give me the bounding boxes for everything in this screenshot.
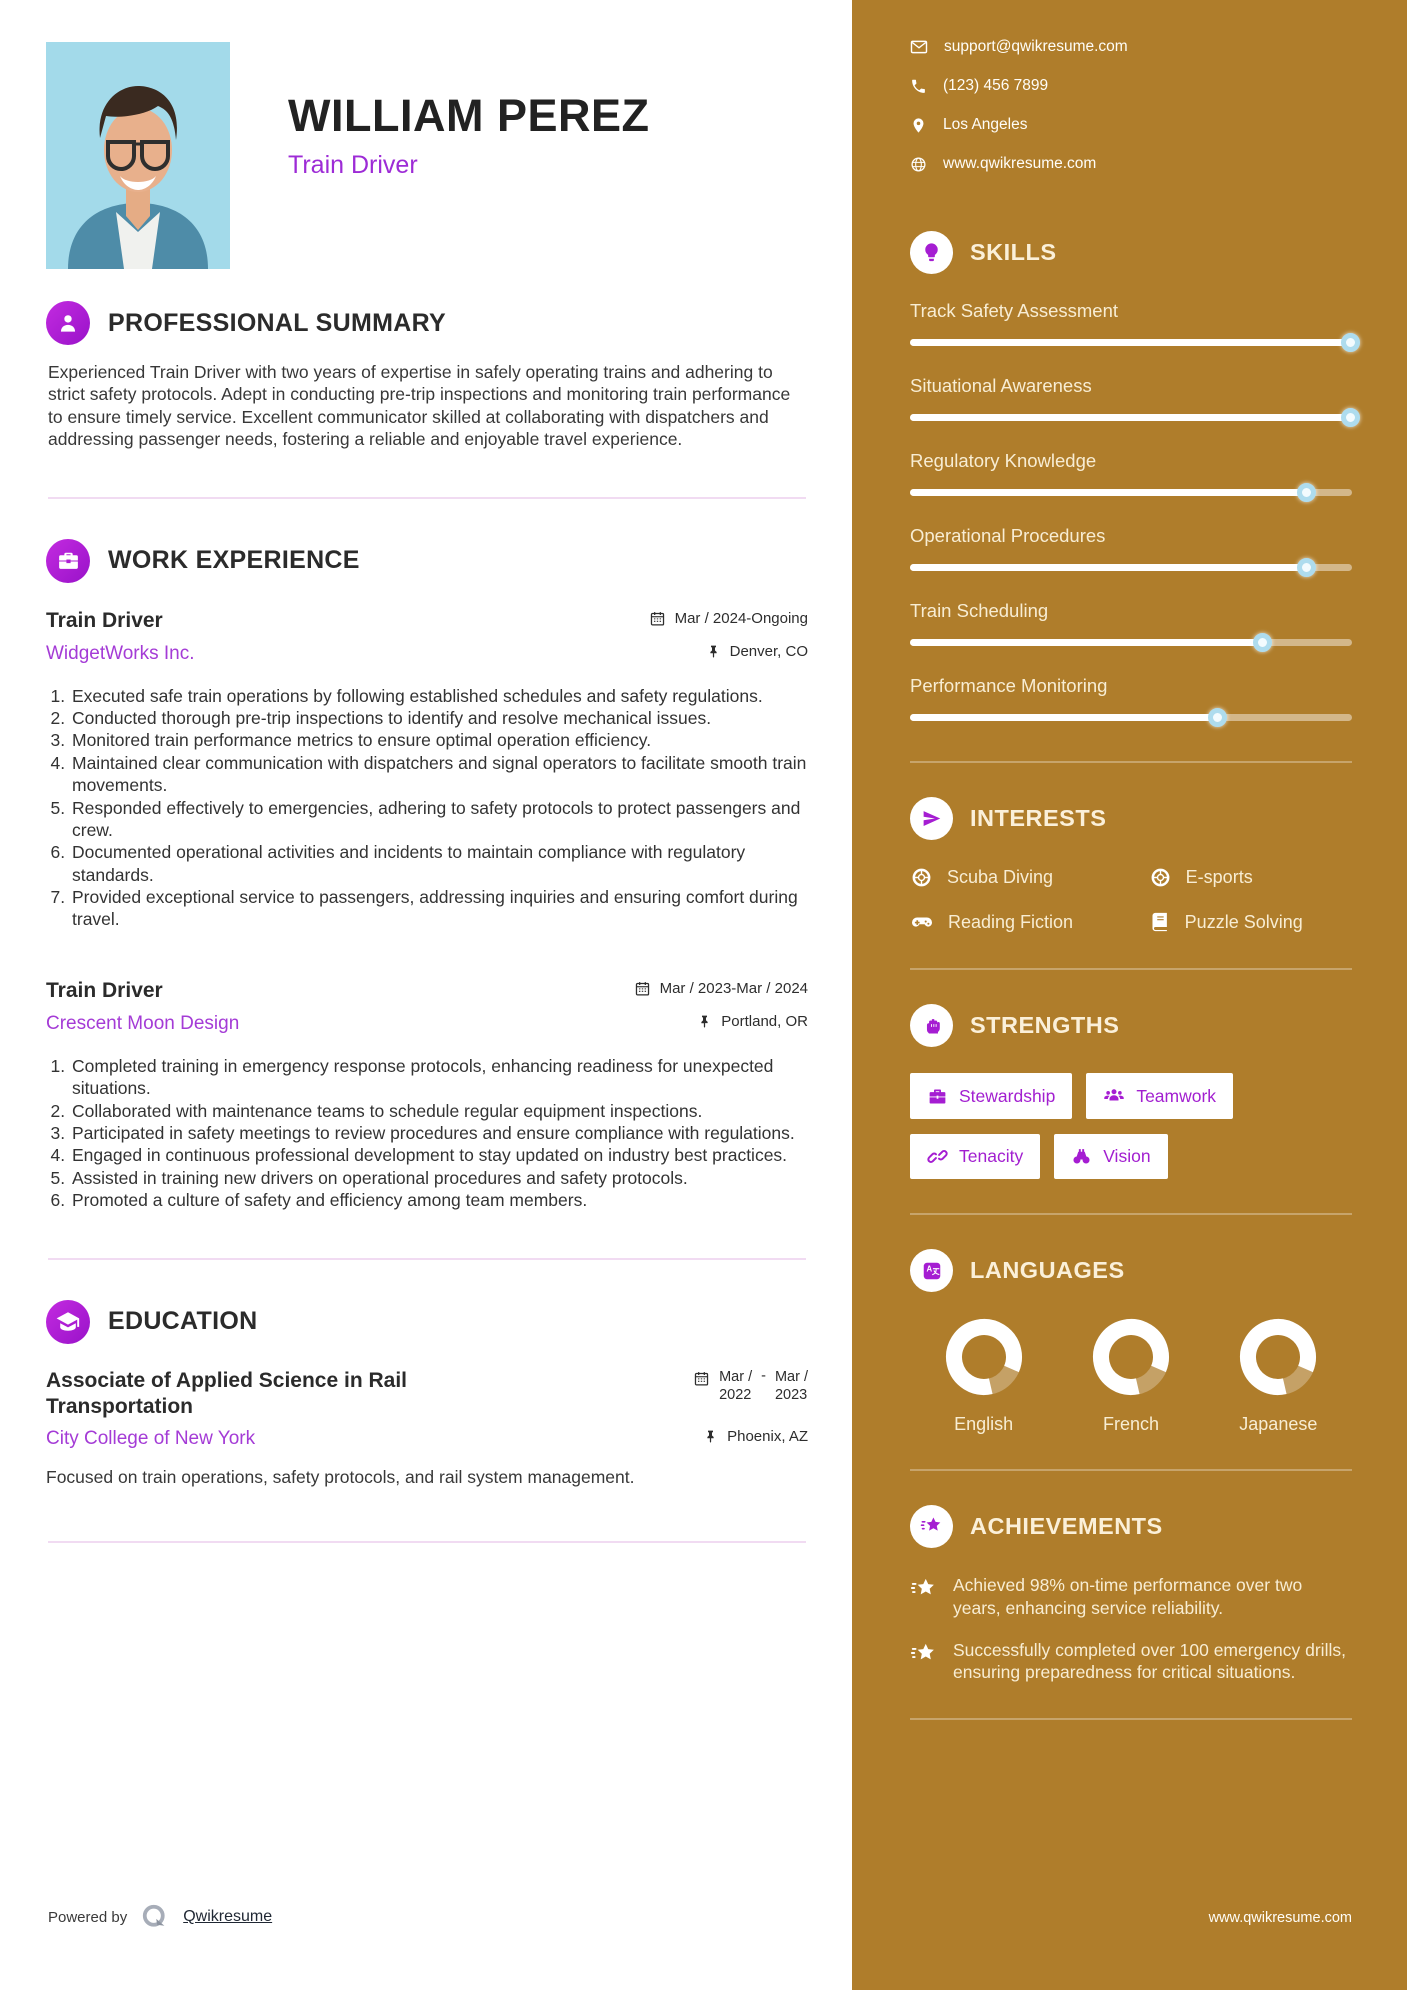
shooting-star-icon — [910, 1641, 937, 1668]
job-entry — [46, 609, 808, 931]
education-location — [703, 1428, 808, 1445]
skill-label: Performance Monitoring — [910, 675, 1108, 696]
job-bullet: 5. Responded effectively to emergencies, adhering to safety protocols to protect passengers and crew. — [70, 797, 808, 842]
slider-fill — [910, 639, 1264, 646]
education-location-text: Phoenix, AZ — [727, 1428, 808, 1446]
job-bullet: 5. Assisted in training new drivers on operational procedures and safety protocols. — [70, 1167, 808, 1189]
job-location-text: Denver, CO — [729, 642, 808, 660]
slider-thumb[interactable] — [1297, 483, 1316, 502]
job-bullet: 4. Engaged in continuous professional development to stay updated on industry best practices. — [70, 1144, 808, 1166]
job-bullet: 6. Promoted a culture of safety and efficiency among team members. — [70, 1189, 808, 1211]
lifebuoy-icon — [910, 866, 933, 889]
interest-item — [910, 910, 1149, 934]
interest-item — [1149, 910, 1352, 934]
shooting-star-icon — [910, 1505, 953, 1548]
strength-chips — [910, 1073, 1352, 1179]
job-company-row — [46, 1003, 808, 1035]
interests-heading: INTERESTS — [970, 805, 1107, 831]
skill-slider[interactable] — [910, 708, 1352, 727]
job-company: Crescent Moon Design — [46, 1012, 240, 1034]
calendar-icon — [634, 980, 651, 997]
work-section — [46, 539, 808, 1212]
phone-icon — [910, 78, 927, 95]
left-divider — [48, 497, 806, 499]
summary-heading: PROFESSIONAL SUMMARY — [108, 308, 446, 337]
right-divider — [910, 968, 1352, 970]
education-date-separator: - — [761, 1367, 766, 1384]
qwikresume-logo-icon — [140, 1902, 170, 1932]
left-divider — [48, 1541, 806, 1543]
education-dates — [693, 1368, 808, 1404]
language-name: English — [954, 1414, 1014, 1434]
job-bullet: 4. Maintained clear communication with dispatchers and signal operators to facilitate smooth train movements. — [70, 752, 808, 797]
work-heading: WORK EXPERIENCE — [108, 546, 360, 575]
skill-slider[interactable] — [910, 633, 1352, 652]
languages-section — [910, 1249, 1352, 1435]
right-divider — [910, 1469, 1352, 1471]
degree-name: Associate of Applied Science in Rail Transportation — [46, 1368, 407, 1418]
slider-thumb[interactable] — [1341, 408, 1360, 427]
strength-chip — [910, 1073, 1072, 1119]
job-title: Train Driver — [46, 978, 163, 1002]
strength-label: Tenacity — [959, 1146, 1024, 1166]
education-date-start: Mar / 2022 — [719, 1368, 753, 1403]
strength-chip — [1054, 1134, 1167, 1179]
identity-header — [46, 42, 808, 269]
slider-fill — [910, 714, 1219, 721]
skill-slider[interactable] — [910, 558, 1352, 577]
achievement-item — [910, 1574, 1352, 1620]
lightbulb-icon — [910, 231, 953, 274]
strength-label: Teamwork — [1136, 1085, 1217, 1106]
job-bullet: 2. Collaborated with maintenance teams to schedule regular equipment inspections. — [70, 1100, 808, 1122]
achievement-text: Achieved 98% on-time performance over two years, enhancing service reliability. — [953, 1575, 1303, 1618]
skill-label: Operational Procedures — [910, 525, 1106, 546]
summary-section — [46, 301, 808, 451]
skill-item — [910, 675, 1352, 727]
slider-fill — [910, 414, 1352, 421]
job-date-text: Mar / 2024-Ongoing — [674, 609, 808, 627]
right-divider — [910, 1718, 1352, 1720]
languages-grid — [910, 1318, 1352, 1435]
strength-label: Vision — [1103, 1146, 1151, 1166]
skill-label: Track Safety Assessment — [910, 300, 1119, 321]
qwikresume-link[interactable]: Qwikresume — [183, 1908, 273, 1925]
profile-photo-illustration — [46, 42, 230, 269]
language-donut-chart — [945, 1318, 1023, 1396]
right-sidebar — [852, 0, 1407, 1990]
chain-icon — [927, 1146, 948, 1167]
job-title-row — [46, 609, 808, 633]
interest-item — [910, 866, 1149, 889]
strengths-heading: STRENGTHS — [970, 1012, 1120, 1038]
job-date — [634, 980, 808, 997]
translate-icon — [910, 1249, 953, 1292]
skills-heading-row — [910, 231, 1352, 274]
powered-by-label: Powered by — [48, 1908, 128, 1926]
strength-chip — [910, 1134, 1040, 1179]
job-bullet: 7. Provided exceptional service to passengers, addressing inquiries and ensuring comfort during travel. — [70, 886, 808, 931]
job-location-text: Portland, OR — [721, 1012, 808, 1030]
job-date-text: Mar / 2023-Mar / 2024 — [659, 979, 808, 997]
language-donut-chart — [1239, 1318, 1317, 1396]
achievements-section — [910, 1505, 1352, 1684]
briefcase-icon — [927, 1086, 948, 1107]
skill-slider[interactable] — [910, 483, 1352, 502]
summary-heading-row — [46, 301, 808, 345]
job-bullet: 3. Participated in safety meetings to review procedures and ensure compliance with regulations. — [70, 1122, 808, 1144]
interests-grid — [910, 866, 1352, 934]
pushpin-icon — [706, 644, 721, 659]
skill-item — [910, 525, 1352, 577]
achievement-item — [910, 1639, 1352, 1685]
contact-website-text: www.qwikresume.com — [943, 155, 1097, 172]
contact-location-text: Los Angeles — [943, 116, 1028, 133]
achievements-heading-row — [910, 1505, 1352, 1548]
slider-fill — [910, 564, 1308, 571]
globe-icon — [910, 156, 927, 173]
strengths-section — [910, 1004, 1352, 1179]
shooting-star-icon — [910, 1576, 937, 1603]
contact-email[interactable] — [910, 38, 1352, 56]
job-title-row — [46, 979, 808, 1003]
languages-heading-row — [910, 1249, 1352, 1292]
paper-plane-icon — [910, 797, 953, 840]
interest-label: Puzzle Solving — [1184, 911, 1303, 932]
svg-text:A: A — [926, 1263, 932, 1273]
job-company: WidgetWorks Inc. — [46, 642, 195, 664]
languages-heading: LANGUAGES — [970, 1257, 1125, 1283]
right-divider — [910, 1213, 1352, 1215]
education-school-row — [46, 1428, 808, 1450]
interests-section — [910, 797, 1352, 934]
summary-text: Experienced Train Driver with two years of expertise in safely operating trains and adhering to strict safety protocols. Adept in conducting pre-trip inspections and monitoring train performance to ensure timely service. Excellent communicator skilled at collaborating with dispatchers and addressing passenger needs, fostering a reliable and enjoyable travel experience. — [48, 362, 791, 450]
pushpin-icon — [697, 1014, 712, 1029]
slider-fill — [910, 339, 1352, 346]
job-bullets — [46, 685, 808, 931]
slider-thumb[interactable] — [1297, 558, 1316, 577]
left-divider — [48, 1258, 806, 1260]
school-name: City College of New York — [46, 1428, 256, 1450]
contact-block — [910, 38, 1352, 173]
education-heading: EDUCATION — [108, 1307, 258, 1336]
identity-text — [288, 42, 649, 180]
job-company-row — [46, 633, 808, 665]
job-bullet: 3. Monitored train performance metrics to ensure optimal operation efficiency. — [70, 729, 808, 751]
job-bullet: 1. Executed safe train operations by following established schedules and safety regulations. — [70, 685, 808, 707]
slider-thumb[interactable] — [1208, 708, 1227, 727]
strengths-heading-row — [910, 1004, 1352, 1047]
job-bullet: 6. Documented operational activities and incidents to maintain compliance with regulatory standards. — [70, 841, 808, 886]
achievement-text: Successfully completed over 100 emergency drills, ensuring preparedness for critical situations. — [953, 1639, 1346, 1683]
job-bullet: 1. Completed training in emergency response protocols, enhancing readiness for unexpected situations. — [70, 1055, 808, 1100]
skills-heading: SKILLS — [970, 239, 1057, 265]
right-divider — [910, 761, 1352, 763]
job-title: Train Driver — [46, 608, 163, 632]
briefcase-icon — [46, 539, 90, 583]
contact-website[interactable] — [910, 155, 1352, 173]
strength-label: Stewardship — [959, 1085, 1056, 1106]
person-name: WILLIAM PEREZ — [288, 90, 650, 141]
pin-icon — [910, 117, 927, 134]
website-link[interactable]: www.qwikresume.com — [1208, 1910, 1352, 1926]
skill-item — [910, 600, 1352, 652]
contact-location — [910, 116, 1352, 134]
person-icon — [46, 301, 90, 345]
calendar-icon — [649, 610, 666, 627]
slider-thumb[interactable] — [1253, 633, 1272, 652]
person-title: Train Driver — [288, 151, 418, 180]
job-bullets — [46, 1055, 808, 1212]
skill-label: Regulatory Knowledge — [910, 450, 1097, 471]
job-location — [697, 1013, 808, 1030]
skill-item — [910, 450, 1352, 502]
work-heading-row — [46, 539, 808, 583]
job-entry — [46, 979, 808, 1212]
contact-phone-text: (123) 456 7899 — [943, 77, 1049, 94]
language-name: French — [1102, 1414, 1159, 1434]
education-heading-row — [46, 1300, 808, 1344]
skill-label: Situational Awareness — [910, 375, 1092, 396]
mail-icon — [910, 38, 928, 56]
calendar-icon — [693, 1370, 710, 1387]
skill-item — [910, 300, 1352, 352]
footer — [48, 1902, 272, 1932]
contact-email-text: support@qwikresume.com — [944, 38, 1128, 55]
fist-icon — [910, 1004, 953, 1047]
skill-label: Train Scheduling — [910, 600, 1049, 621]
interests-heading-row — [910, 797, 1352, 840]
job-date — [649, 610, 808, 627]
profile-photo — [46, 42, 230, 269]
language-donut-chart — [1092, 1318, 1170, 1396]
slider-fill — [910, 489, 1308, 496]
education-description: Focused on train operations, safety protocols, and rail system management. — [46, 1467, 635, 1488]
slider-thumb[interactable] — [1341, 333, 1360, 352]
graduation-cap-icon — [46, 1300, 90, 1344]
education-degree-row — [46, 1368, 808, 1421]
pushpin-icon — [703, 1429, 718, 1444]
strength-chip — [1086, 1073, 1233, 1119]
team-icon — [1103, 1085, 1125, 1107]
education-section — [46, 1300, 808, 1489]
lifebuoy-icon — [1149, 866, 1172, 889]
skill-slider[interactable] — [910, 408, 1352, 427]
interest-label: Scuba Diving — [947, 867, 1054, 887]
interest-item — [1149, 866, 1352, 889]
interest-label: E-sports — [1185, 867, 1253, 887]
language-name: Japanese — [1239, 1414, 1318, 1434]
book-icon — [1149, 911, 1171, 933]
gamepad-icon — [910, 910, 934, 934]
interest-label: Reading Fiction — [948, 911, 1074, 932]
contact-phone[interactable] — [910, 77, 1352, 95]
binoculars-icon — [1071, 1146, 1092, 1167]
job-bullet: 2. Conducted thorough pre-trip inspections to identify and resolve mechanical issues. — [70, 707, 808, 729]
job-location — [706, 643, 808, 660]
skill-slider[interactable] — [910, 333, 1352, 352]
skills-section — [910, 231, 1352, 727]
achievements-heading: ACHIEVEMENTS — [970, 1513, 1163, 1539]
education-date-end: Mar / 2023 — [774, 1368, 808, 1403]
skill-item — [910, 375, 1352, 427]
